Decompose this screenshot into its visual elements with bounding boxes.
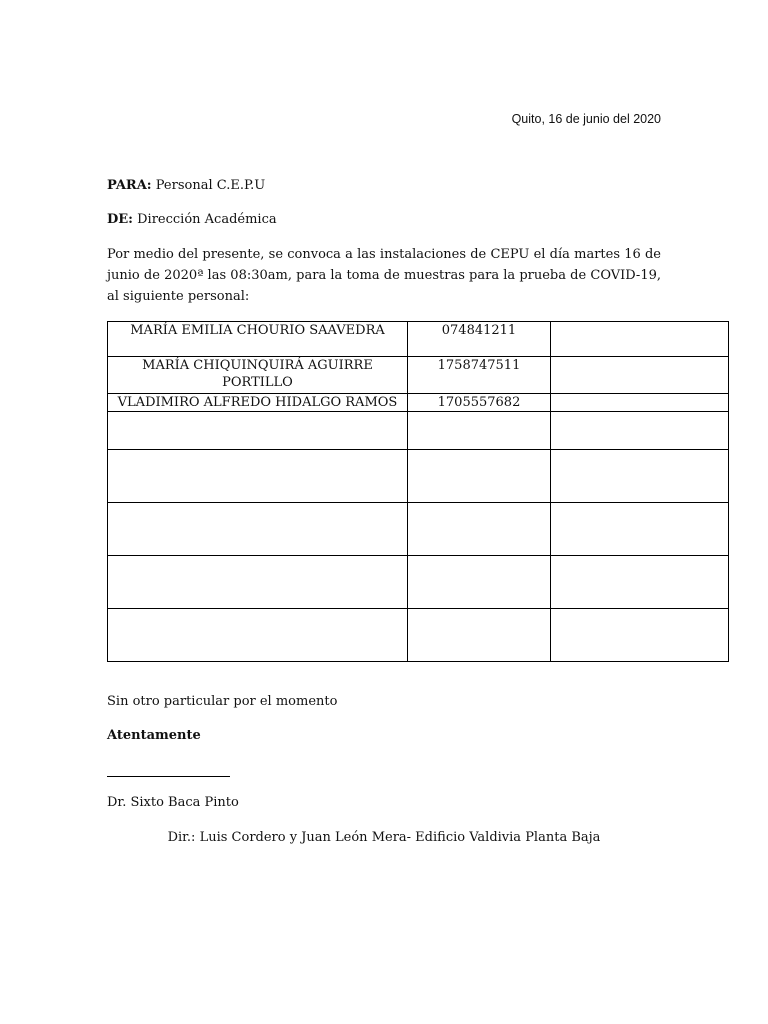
person-id bbox=[408, 450, 551, 503]
extra-cell bbox=[551, 503, 729, 556]
de-value: Dirección Académica bbox=[137, 212, 277, 227]
table-row bbox=[108, 357, 729, 394]
person-name: MARÍA EMILIA CHOURIO SAAVEDRA bbox=[108, 322, 408, 357]
signature-line bbox=[107, 776, 230, 777]
extra-cell bbox=[551, 322, 729, 357]
letter-body: Por medio del presente, se convoca a las instalaciones de CEPU el día martes 16 de junio de 2020ª las 08:30am, para la toma de muestras para la prueba de COVID-19, al siguiente personal: bbox=[107, 247, 661, 304]
person-id: 1758747511 bbox=[408, 357, 551, 394]
address-footer: Dir.: Luis Cordero y Juan León Mera- Edificio Valdivia Planta Baja bbox=[167, 830, 601, 845]
regards-text: Atentamente bbox=[107, 728, 201, 743]
person-name bbox=[108, 412, 408, 450]
person-name: VLADIMIRO ALFREDO HIDALGO RAMOS bbox=[108, 394, 408, 412]
signer-name: Dr. Sixto Baca Pinto bbox=[107, 795, 239, 810]
person-id: 074841211 bbox=[408, 322, 551, 357]
table-row bbox=[108, 556, 729, 609]
person-id bbox=[408, 556, 551, 609]
extra-cell bbox=[551, 394, 729, 412]
table-row bbox=[108, 412, 729, 450]
person-id bbox=[408, 609, 551, 662]
person-name bbox=[108, 556, 408, 609]
letter-date: Quito, 16 de junio del 2020 bbox=[511, 112, 661, 126]
de-line bbox=[107, 212, 277, 227]
person-name bbox=[108, 609, 408, 662]
person-id bbox=[408, 503, 551, 556]
person-id: 1705557682 bbox=[408, 394, 551, 412]
para-label: PARA: bbox=[107, 178, 152, 193]
person-name bbox=[108, 450, 408, 503]
person-id bbox=[408, 412, 551, 450]
table-row bbox=[108, 450, 729, 503]
para-line bbox=[107, 178, 265, 193]
extra-cell bbox=[551, 357, 729, 394]
para-value: Personal C.E.P.U bbox=[155, 178, 266, 193]
extra-cell bbox=[551, 609, 729, 662]
table-row bbox=[108, 394, 729, 412]
extra-cell bbox=[551, 412, 729, 450]
table-row bbox=[108, 503, 729, 556]
personnel-table bbox=[107, 321, 729, 662]
de-label: DE: bbox=[107, 212, 133, 227]
person-name: MARÍA CHIQUINQUIRÁ AGUIRRE PORTILLO bbox=[108, 357, 408, 394]
table-row bbox=[108, 322, 729, 357]
table-row bbox=[108, 609, 729, 662]
person-name bbox=[108, 503, 408, 556]
closing-text: Sin otro particular por el momento bbox=[107, 694, 338, 709]
extra-cell bbox=[551, 450, 729, 503]
extra-cell bbox=[551, 556, 729, 609]
